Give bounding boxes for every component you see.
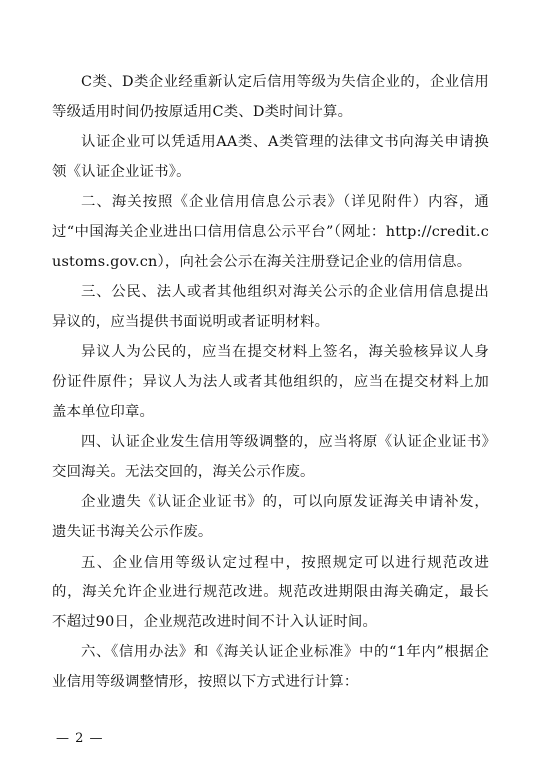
paragraph-objection: 三、公民、法人或者其他组织对海关公示的企业信用信息提出异议的，应当提供书面说明或者证明材料。	[52, 284, 489, 330]
paragraph-certificate-exchange: 认证企业可以凭适用AA类、A类管理的法律文书向海关申请换领《认证企业证书》。	[52, 134, 489, 180]
paragraph-rectification: 五、企业信用等级认定过程中，按照规定可以进行规范改进的，海关允许企业进行规范改进。规范改进期限由海关确定，最长不超过90日，企业规范改进时间不计入认证时间。	[52, 554, 489, 630]
paragraph-credit-level-time: C类、D类企业经重新认定后信用等级为失信企业的，企业信用等级适用时间仍按原适用C类、D类时间计算。	[52, 74, 489, 120]
paragraph-publicity-platform: 二、海关按照《企业信用信息公示表》（详见附件）内容，通过“中国海关企业进出口信用信息公示平台”（网址：http://credit.customs.gov.cn），向社会公示在海关注册登记企业的信用信息。	[52, 194, 489, 270]
paragraph-one-year-calculation: 六、《信用办法》和《海关认证企业标准》中的“1年内”根据企业信用等级调整情形，按照以下方式进行计算：	[52, 644, 489, 690]
document-body	[52, 68, 489, 698]
paragraph-certificate-return: 四、认证企业发生信用等级调整的，应当将原《认证企业证书》交回海关。无法交回的，海关公示作废。	[52, 434, 489, 480]
page-number: — 2 —	[56, 731, 104, 746]
paragraph-certificate-lost: 企业遗失《认证企业证书》的，可以向原发证海关申请补发，遗失证书海关公示作废。	[52, 494, 489, 540]
paragraph-objection-materials: 异议人为公民的，应当在提交材料上签名，海关验核异议人身份证件原件；异议人为法人或者其他组织的，应当在提交材料上加盖本单位印章。	[52, 344, 489, 420]
